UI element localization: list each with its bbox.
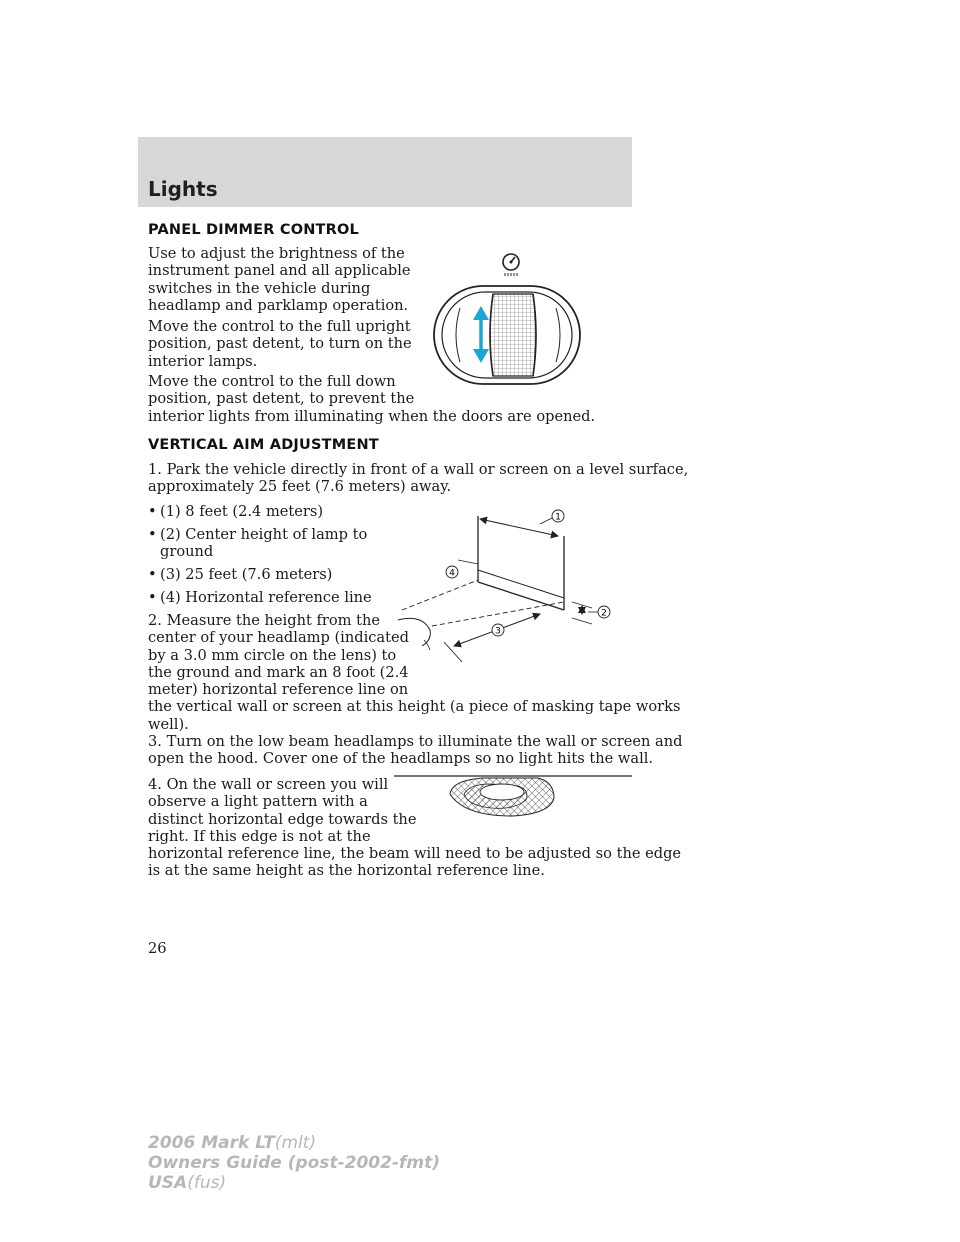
panel-dimmer-heading: PANEL DIMMER CONTROL bbox=[148, 222, 359, 238]
callout-1 bbox=[552, 510, 564, 523]
panel-dimmer-paragraph-3: Move the control to the full down position, past detent, to prevent the interior lights from illuminating when the doors are opened. bbox=[148, 373, 596, 425]
document-footer bbox=[148, 1133, 440, 1193]
up-down-arrow-icon bbox=[473, 306, 489, 363]
callout-3 bbox=[492, 624, 504, 637]
vertical-aim-diagram bbox=[392, 502, 632, 672]
dimmer-thumbwheel[interactable] bbox=[490, 294, 536, 376]
bullet-item-2: • (2) Center height of lamp to ground bbox=[148, 526, 368, 561]
vertical-aim-heading: VERTICAL AIM ADJUSTMENT bbox=[148, 437, 379, 453]
callout-4 bbox=[446, 566, 458, 579]
beam-pattern-illustration bbox=[394, 768, 632, 824]
footer-line-1: 2006 Mark LT(mlt) bbox=[148, 1133, 317, 1153]
svg-text:1: 1 bbox=[555, 512, 561, 523]
page-number: 26 bbox=[148, 940, 167, 957]
bullet-item-4: • (4) Horizontal reference line bbox=[148, 589, 372, 606]
svg-text:3: 3 bbox=[495, 626, 501, 637]
panel-dimmer-paragraph-1: Use to adjust the brightness of the instrument panel and all applicable switches in the vehicle during headlamp and parklamp operation. bbox=[148, 245, 411, 314]
footer-line-2: Owners Guide (post-2002-fmt) bbox=[148, 1153, 441, 1173]
svg-text:2: 2 bbox=[601, 608, 607, 619]
bullet-item-3: • (3) 25 feet (7.6 meters) bbox=[148, 566, 333, 583]
panel-dimmer-illustration bbox=[430, 248, 590, 388]
bullet-item-1: • (1) 8 feet (2.4 meters) bbox=[148, 503, 324, 520]
panel-dimmer-paragraph-2: Move the control to the full upright position, past detent, to turn on the interior lamps. bbox=[148, 318, 412, 370]
section-title: Lights bbox=[148, 177, 218, 201]
step-3-text: 3. Turn on the low beam headlamps to illuminate the wall or screen and open the hood. Cover one of the headlamps so no light hits the wall. bbox=[148, 733, 683, 768]
footer-line-3: USA(fus) bbox=[148, 1173, 227, 1193]
instrument-lamp-icon bbox=[503, 254, 519, 276]
section-header bbox=[138, 137, 632, 207]
step-1-text: 1. Park the vehicle directly in front of a wall or screen on a level surface, approximately 25 feet (7.6 meters) away. bbox=[148, 461, 689, 496]
wall-screen bbox=[478, 516, 564, 610]
step-4-text: 4. On the wall or screen you will observe a light pattern with a distinct horizontal edge towards the right. If this edge is not at the horizontal reference line, the beam will need to be adjusted so the edge is at the same height as the horizontal reference line. bbox=[148, 776, 682, 880]
step-2-text: 2. Measure the height from the center of your headlamp (indicated by a 3.0 mm circle on the lens) to the ground and mark an 8 foot (2.4 meter) horizontal reference line on the vertical wall or screen at this height (a piece of masking tape works well). bbox=[148, 612, 681, 733]
callout-2 bbox=[598, 606, 610, 619]
svg-text:4: 4 bbox=[449, 568, 455, 579]
